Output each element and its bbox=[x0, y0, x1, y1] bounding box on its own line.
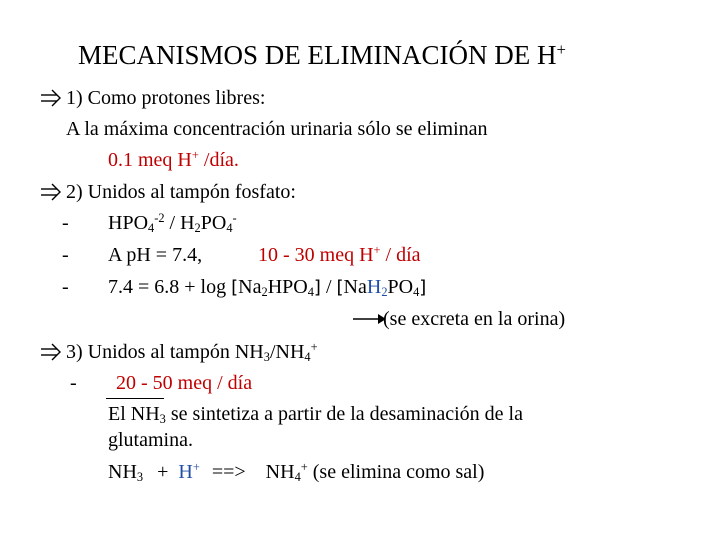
section3-heading bbox=[66, 340, 318, 364]
dash-bullet: - bbox=[62, 276, 69, 298]
title-text: MECANISMOS DE ELIMINACIÓN DE H bbox=[78, 40, 557, 70]
item3-b-sub: 2 bbox=[261, 285, 268, 300]
item2-b: 10 - 30 meq H bbox=[258, 244, 374, 266]
item1-a-sub: 4 bbox=[148, 221, 155, 236]
eq-arrow: ==> bbox=[211, 461, 246, 483]
eq-nh3: NH bbox=[108, 461, 137, 483]
item2-a: A pH = 7.4, bbox=[108, 244, 203, 266]
section3-value: 20 - 50 meq / día bbox=[116, 372, 253, 394]
item3-f: H bbox=[366, 276, 382, 298]
section1-line2-tail: /día. bbox=[198, 149, 239, 171]
item3-f-sub: 2 bbox=[381, 285, 388, 300]
eq-nh3-sub: 3 bbox=[136, 470, 144, 485]
item2-b-sup: + bbox=[373, 243, 381, 258]
section2-item1 bbox=[108, 211, 237, 235]
section2-item3 bbox=[108, 275, 426, 300]
eq-tail: (se elimina como sal) bbox=[307, 461, 485, 483]
section2-heading: 2) Unidos al tampón fosfato: bbox=[66, 181, 296, 203]
item1-b: / H bbox=[164, 212, 195, 234]
dash-bullet: - bbox=[62, 212, 69, 234]
item3-rbracket2: ] bbox=[419, 277, 427, 298]
section3-heading-sup: + bbox=[310, 340, 318, 355]
section2-note: (se excreta en la orina) bbox=[383, 308, 566, 330]
item3-e: Na bbox=[343, 276, 367, 298]
eq-nh4-sup: + bbox=[300, 460, 308, 475]
section3-heading-b: /NH bbox=[269, 341, 305, 363]
section2-item2 bbox=[108, 243, 202, 267]
item1-a-sup: -2 bbox=[154, 211, 165, 226]
item3-g-sub: 4 bbox=[413, 285, 420, 300]
page-title bbox=[78, 40, 566, 70]
title-superscript: + bbox=[556, 39, 566, 59]
section3-line2 bbox=[108, 402, 523, 426]
item1-c-sup: - bbox=[232, 211, 237, 226]
item1-b-sub: 2 bbox=[194, 221, 201, 236]
section1-heading: 1) Como protones libres: bbox=[66, 87, 266, 109]
section1-line2-sup: + bbox=[191, 148, 199, 163]
item3-a: 7.4 = 6.8 + log bbox=[108, 276, 232, 298]
dash-bullet: - bbox=[62, 244, 69, 266]
implies-arrow-icon bbox=[40, 340, 64, 370]
item3-rbracket: ] bbox=[313, 277, 321, 298]
section3-line2-sub: 3 bbox=[159, 412, 166, 427]
section3-heading-a: 3) Unidos al tampón NH bbox=[66, 341, 264, 363]
item3-c-sub: 4 bbox=[307, 285, 314, 300]
eq-nh4: NH bbox=[265, 461, 295, 483]
eq-h: H bbox=[178, 461, 193, 483]
item1-c-sub: 4 bbox=[226, 221, 233, 236]
eq-nh4-sub: 4 bbox=[294, 470, 301, 485]
section1-line1: A la máxima concentración urinaria sólo se eliminan bbox=[66, 118, 488, 140]
section3-line2a: El NH bbox=[108, 403, 160, 425]
item3-g: PO bbox=[387, 276, 414, 298]
underline-mark bbox=[106, 398, 164, 399]
section1-line2-text: 0.1 meq H bbox=[108, 149, 192, 171]
item2-c: / día bbox=[380, 244, 421, 266]
section3-line3: glutamina. bbox=[108, 429, 193, 451]
item1-c: PO bbox=[200, 212, 227, 234]
item3-b: Na bbox=[238, 276, 262, 298]
eq-plus: + bbox=[157, 461, 169, 483]
section3-equation bbox=[108, 460, 484, 484]
section3-line2b: se sintetiza a partir de la desaminación de la bbox=[165, 403, 523, 425]
implies-arrow-icon bbox=[40, 180, 64, 210]
implies-arrow-icon bbox=[40, 86, 64, 116]
item3-lbracket2: [ bbox=[336, 277, 344, 298]
eq-h-sup: + bbox=[192, 460, 200, 475]
section3-heading-sub2: 4 bbox=[304, 350, 311, 365]
section3-heading-sub: 3 bbox=[263, 350, 270, 365]
item3-d: / bbox=[320, 276, 337, 298]
dash-bullet: - bbox=[70, 372, 77, 394]
item1-a: HPO bbox=[108, 212, 149, 234]
section1-line2 bbox=[108, 148, 239, 172]
item3-c: HPO bbox=[267, 276, 308, 298]
section2-item2-rate bbox=[258, 243, 421, 267]
item3-lbracket: [ bbox=[231, 277, 239, 298]
